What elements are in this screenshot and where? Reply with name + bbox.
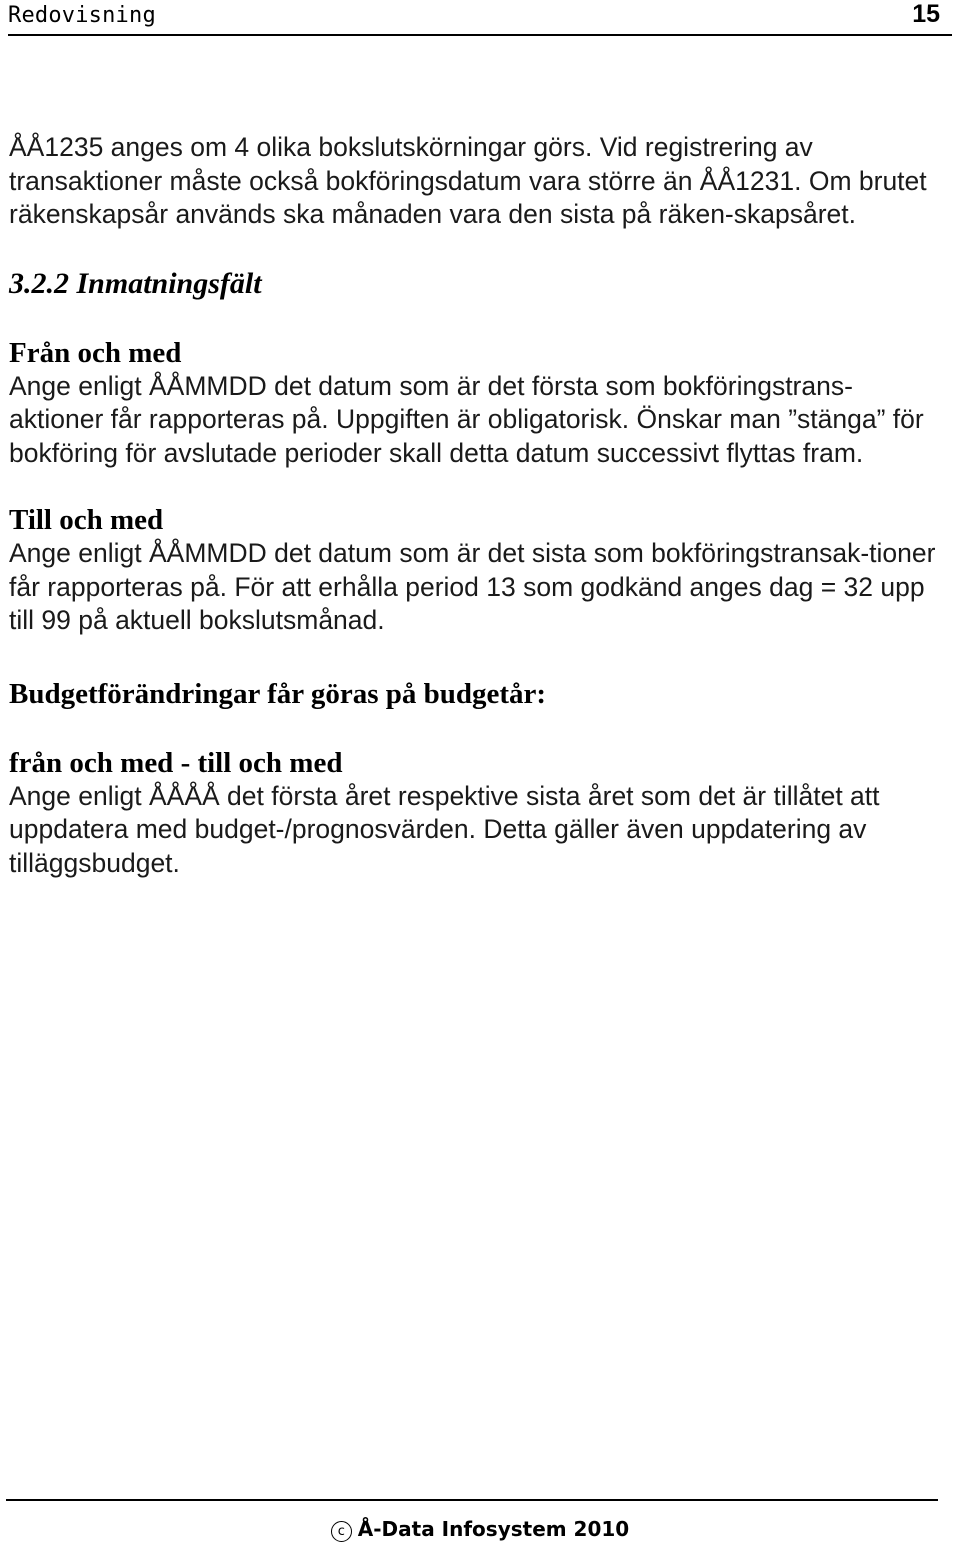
page-content bbox=[9, 131, 944, 880]
page-header bbox=[8, 0, 952, 36]
footer-divider bbox=[6, 1499, 938, 1501]
copyright-icon: c bbox=[331, 1521, 352, 1542]
intro-paragraph: ÅÅ1235 anges om 4 olika bokslutskörningar görs. Vid registrering av transaktioner måste också bokföringsdatum vara större än ÅÅ1231. Om brutet räkenskapsår används ska månaden vara den sista på räken-skapsåret. bbox=[9, 132, 927, 229]
range-heading: från och med - till och med bbox=[9, 746, 343, 779]
budget-paragraph: Ange enligt ÅÅÅÅ det första året respektive sista året som det är tillåtet att uppdatera med budget-/prognosvärden. Detta gäller även uppdatering av tilläggsbudget. bbox=[9, 780, 880, 878]
section-heading: 3.2.2 Inmatningsfält bbox=[9, 266, 262, 300]
footer-text: Å-Data Infosystem 2010 bbox=[357, 1517, 630, 1541]
budget-heading: Budgetförändringar får göras på budgetår: bbox=[9, 677, 547, 710]
to-heading: Till och med bbox=[9, 504, 164, 536]
page-number: 15 bbox=[912, 0, 940, 28]
from-heading: Från och med bbox=[9, 336, 182, 369]
from-paragraph: Ange enligt ÅÅMMDD det datum som är det första som bokföringstrans-aktioner får rapporteras på. Uppgiften är obligatorisk. Önskar man ”stänga” för bokföring för avslutade perioder skall detta datum successivt flyttas fram. bbox=[9, 370, 924, 468]
header-title: Redovisning bbox=[8, 3, 156, 28]
to-paragraph: Ange enligt ÅÅMMDD det datum som är det sista som bokföringstransak-tioner får rapporteras på. För att erhålla period 13 som godkänd anges dag = 32 upp till 99 på aktuell bokslutsmånad. bbox=[9, 538, 936, 635]
page-footer bbox=[0, 1517, 960, 1542]
